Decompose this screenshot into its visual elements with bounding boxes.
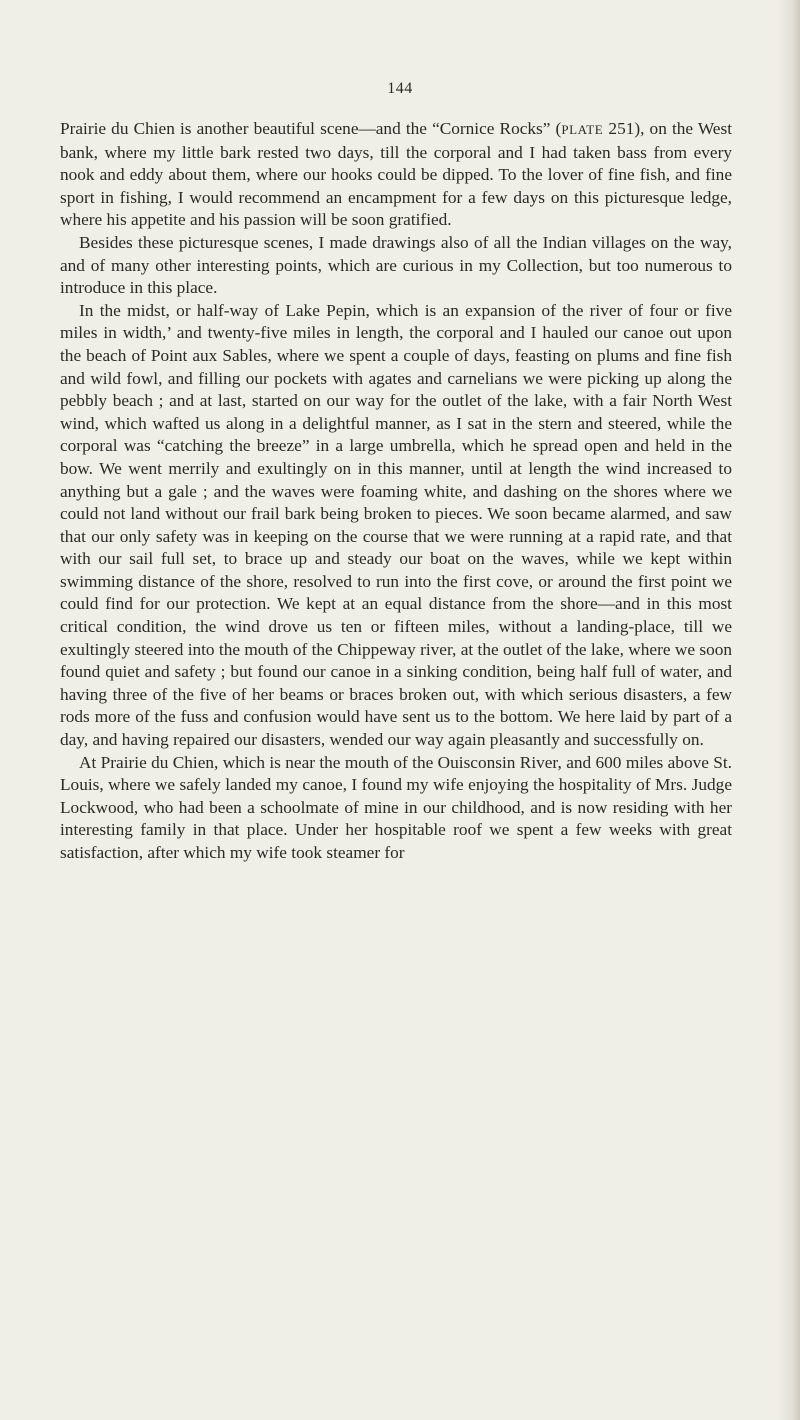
body-text — [60, 118, 732, 865]
page-edge-shadow — [778, 0, 800, 1420]
page-number: 144 — [387, 80, 413, 97]
paragraph-1-before: Prairie du Chien is another beautiful scene—and the “Cornice Rocks” ( — [60, 119, 562, 138]
paragraph-4: At Prairie du Chien, which is near the mouth of the Ouisconsin River, and 600 miles above St. Louis, where we safely landed my canoe, I found my wife enjoying the hospitality of Mrs. Judge Lockwood, who had been a schoolmate of mine in our childhood, and is now residing with her interesting family in that place. Under her hospitable roof we spent a few weeks with great satisfaction, after which my wife took steamer for — [60, 752, 732, 862]
paragraph-1 — [60, 118, 732, 232]
plate-label: PLATE — [561, 122, 604, 137]
paragraph-2: Besides these picturesque scenes, I made drawings also of all the Indian villages on the way, and of many other interesting points, which are curious in my Collection, but too numerous to introduce in this place. — [60, 232, 732, 298]
paragraph-1-after: 251), on the West bank, where my little bark rested two days, till the corporal and I had taken bass from every nook and eddy about them, where our hooks could be dipped. To the lover of fine fish, and fine sport in fishing, I would recommend an encampment for a few days on this picturesque ledge, where his appetite and his passion will be soon gratified. — [60, 119, 732, 230]
paragraph-3: In the midst, or half-way of Lake Pepin, which is an expansion of the river of four or five miles in width,’ and twenty-five miles in length, the corporal and I hauled our canoe out upon the beach of Point aux Sables, where we spent a couple of days, feasting on plums and fine fish and wild fowl, and filling our pockets with agates and carnelians we were picking up along the pebbly beach ; and at last, started on our way for the outlet of the lake, with a fair North West wind, which wafted us along in a delightful manner, as I sat in the stern and steered, while the corporal was “catching the breeze” in a large umbrella, which he spread open and held in the bow. We went merrily and exultingly on in this manner, until at length the wind increased to anything but a gale ; and the waves were foaming white, and dashing on the shores where we could not land without our frail bark being broken to pieces. We soon became alarmed, and saw that our only safety was in keeping on the course that we were running at a rapid rate, and that with our sail full set, to brace up and steady our boat on the waves, while we kept within swimming distance of the shore, resolved to run into the first cove, or around the first point we could find for our protection. We kept at an equal distance from the shore—and in this most critical condition, the wind drove us ten or fifteen miles, without a landing-place, till we exultingly steered into the mouth of the Chippeway river, at the outlet of the lake, where we soon found quiet and safety ; but found our canoe in a sinking condition, being half full of water, and having three of the five of her beams or braces broken out, with which serious disasters, a few rods more of the fuss and confusion would have sent us to the bottom. We here laid by part of a day, and having repaired our disasters, wended our way again pleasantly and successfully on. — [60, 300, 732, 750]
